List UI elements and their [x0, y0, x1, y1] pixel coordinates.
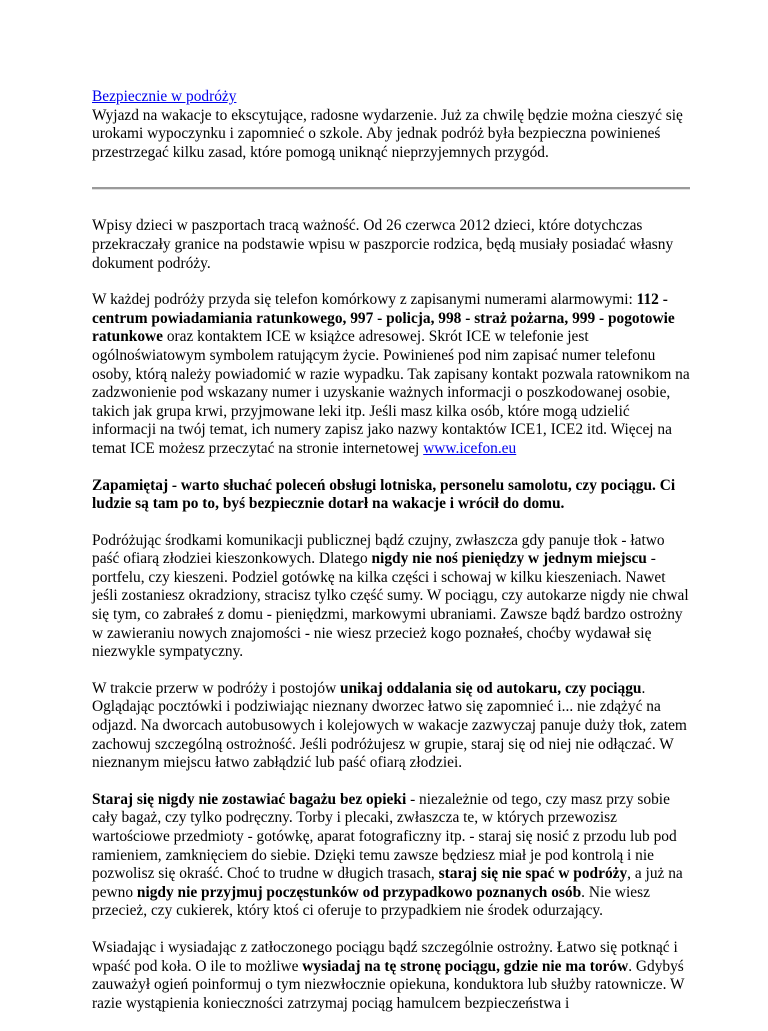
paragraph-passports: Wpisy dzieci w paszportach tracą ważność. Od 26 czerwca 2012 dzieci, które dotychczas przekraczały granice na podstawie wpisu w paszporcie rodzica, będą musiały posiadać własny dokument podróży.: [92, 217, 674, 272]
icefon-link[interactable]: www.icefon.eu: [423, 439, 517, 457]
text-span: Podróżując środkami komunikacji publicznej bądź czujny, zwłaszcza gdy panuje tłok - łatwo paść ofiarą złodziei kieszonkowych. Dlatego: [92, 531, 665, 568]
bold-text: wysiadaj na tę stronę pociągu, gdzie nie ma torów: [302, 957, 629, 975]
text-span: - portfelu, czy kieszeni. Podziel gotówkę na kilka części i schowaj w kilku kieszeniach. Nawet jeśli zostaniesz okradziony, stracisz tylko część sumy. W pociągu, czy autokarze nigdy nie chwal się tym, co zabrałeś z domu - pieniędzmi, markowymi ubraniami. Zawsze bądź bardzo ostrożny w zawieraniu nowych znajomości - nie wiesz przecież kogo poznałeś, choćby wydawał się niezwykle sympatyczny.: [92, 550, 689, 661]
title-link[interactable]: Bezpiecznie w podróży: [92, 88, 237, 105]
paragraph-remember: [92, 477, 690, 514]
text-span: . Nie wiesz przecież, czy cukierek, który ktoś ci oferuje to przypadkiem nie środek odurzający.: [92, 883, 650, 920]
intro-paragraph: Wyjazd na wakacje to ekscytujące, radosne wydarzenie. Już za chwilę będzie można cieszyć się urokami wypoczynku i zapomnieć o szkole. Aby jednak podróż była bezpieczna powinieneś przestrzegać kilku zasad, które pomogą uniknąć nieprzyjemnych przygód.: [92, 106, 683, 161]
text-span: . Oglądając pocztówki i podziwiając nieznany dworzec łatwo się zapomnieć i... nie zdążyć na odjazd. Na dworcach autobusowych i kolejowych w wakacje zazwyczaj panuje duży tłok, zatem zachowuj szczególną ostrożność. Jeśli podróżujesz w grupie, staraj się od niej nie odłączać. W nieznanym miejscu łatwo zabłądzić lub paść ofiarą złodziei.: [92, 679, 687, 772]
bold-text: staraj się nie spać w podróży: [438, 865, 628, 883]
paragraph-public-transport: [92, 532, 690, 662]
text-span: W trakcie przerw w podróży i postojów: [92, 679, 341, 697]
bold-text: Staraj się nigdy nie zostawiać bagażu bez opieki: [92, 790, 407, 808]
bold-text: unikaj oddalania się od autokaru, czy pociągu: [340, 679, 642, 697]
text-span: Wsiadając i wysiadając z zatłoczonego pociągu bądź szczególnie ostrożny. Łatwo się potknąć i wpaść pod koła. O ile to możliwe: [92, 938, 678, 975]
text-span: . Gdybyś zauważył ogień poinformuj o tym niezwłocznie opiekuna, konduktora lub służby ratownicze. W razie wystąpienia konieczności zatrzymaj pociąg hamulcem bezpieczeństwa i: [92, 957, 685, 1012]
paragraph-breaks: [92, 680, 690, 773]
document-page: [92, 88, 690, 1031]
paragraph-luggage: [92, 791, 690, 921]
remember-bold-text: Zapamiętaj - warto słuchać poleceń obsługi lotniska, personelu samolotu, czy pociągu. Ci ludzie są tam po to, byś bezpiecznie dotarł na wakacje i wrócił do domu.: [92, 476, 676, 513]
paragraph-train: [92, 939, 690, 1013]
bold-text: nigdy nie noś pieniędzy w jednym miejscu: [371, 550, 647, 568]
paragraph-phone-ice: [92, 291, 690, 458]
text-span: , a już na pewno: [92, 865, 683, 901]
text-span: - niezależnie od tego, czy masz przy sobie cały bagaż, czy tylko podręczny. Torby i plecaki, zwłaszcza te, w których przewozisz wartościowe przedmioty - gotówkę, aparat fotograficzny itp. - staraj się nosić z przodu lub pod ramieniem, zamknięciem do siebie. Dzięki temu zawsze będziesz miał je pod kontrolą i nie pozwolisz się okraść. Choć to trudne w długich trasach,: [92, 790, 677, 883]
emergency-numbers: 112 - centrum powiadamiania ratunkowego, 997 - policja, 998 - straż pożarna, 999 - pogotowie ratunkowe: [92, 291, 675, 346]
text-span: oraz kontaktem ICE w książce adresowej. Skrót ICE w telefonie jest ogólnoświatowym symbolem ratującym życie. Powinieneś pod nim zapisać numer telefonu osoby, którą należy powiadomić w razie wypadku. Tak zapisany kontakt pozwala ratownikom na zadzwonienie pod wskazany numer i uzyskanie ważnych informacji o poszkodowanej osobie, takich jak grupa krwi, przyjmowane leki itp. Jeśli masz kilka osób, które mogą udzielić informacji na twój temat, ich numery zapisz jako nazwy kontaktów ICE1, ICE2 itd. Więcej na temat ICE możesz przeczytać na stronie internetowej: [92, 328, 690, 457]
text-span: W każdej podróży przyda się telefon komórkowy z zapisanymi numerami alarmowymi:: [92, 291, 637, 309]
horizontal-divider: [92, 187, 690, 189]
bold-text: nigdy nie przyjmuj poczęstunków od przypadkowo poznanych osób: [136, 883, 582, 901]
